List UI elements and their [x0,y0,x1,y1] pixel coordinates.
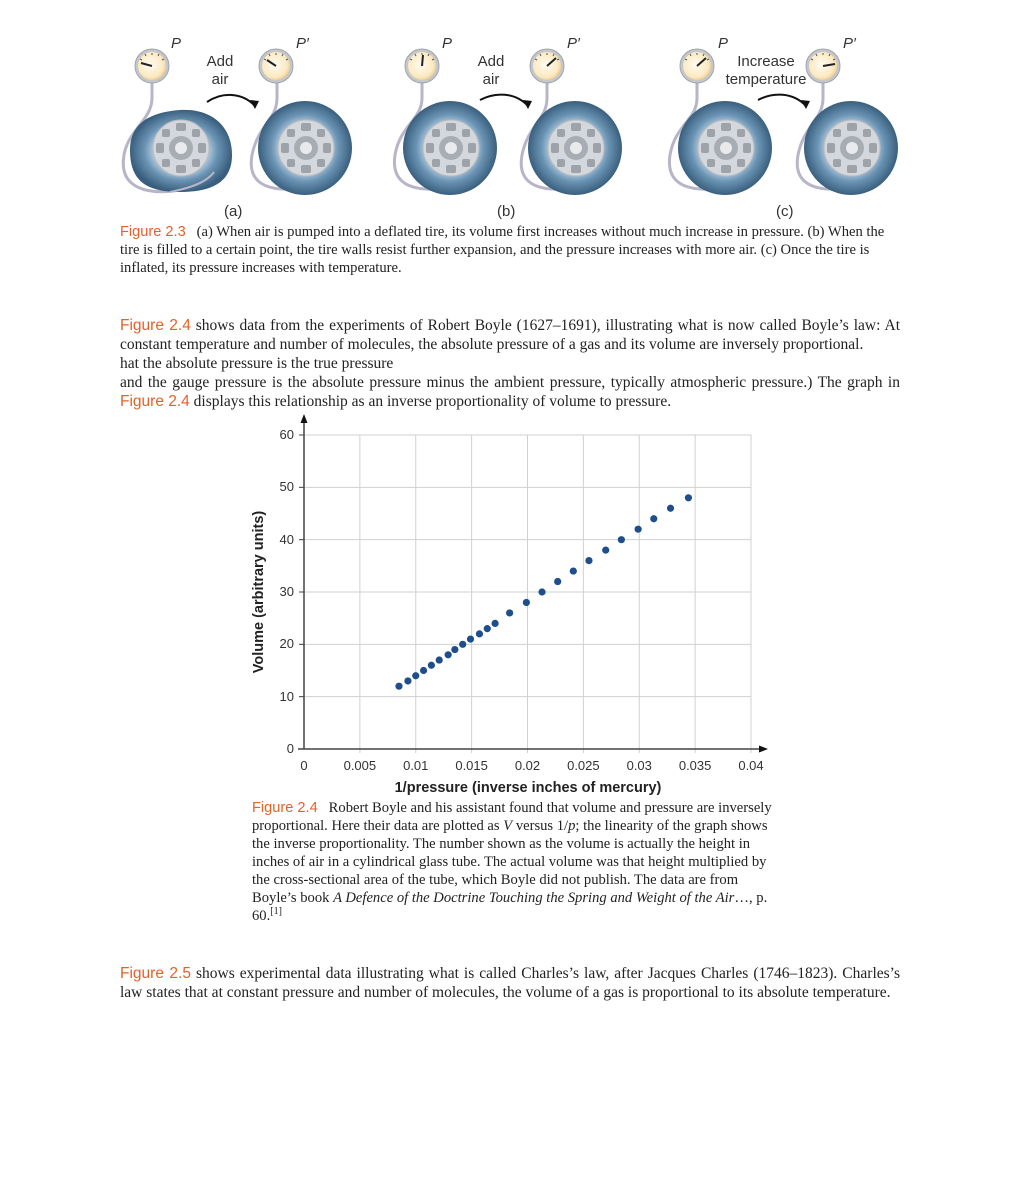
action-label-a [195,53,245,89]
x-tick-label: 0.03 [626,758,652,773]
figure-2-3-caption [120,223,895,277]
x-tick-label: 0 [300,758,308,773]
data-point [650,515,657,522]
action-label-a-line1: Add [206,53,234,70]
gauge-label-a-before: P [171,35,182,52]
x-tick-label: 0.01 [403,758,429,773]
action-label-c-line1: Increase [737,53,795,70]
scatter-plot [240,410,780,800]
figure-2-4-link-2[interactable]: Figure 2.4 [120,393,190,410]
panel-letter-b: (b) [497,203,516,220]
x-tick-label: 0.04 [738,758,764,773]
x-tick-label: 0.005 [343,758,377,773]
data-point [685,494,692,501]
data-point [585,557,592,564]
caption-var-v: V [503,818,513,834]
data-point [395,683,402,690]
gauge-label-c-after: P′ [843,35,856,52]
paragraph-boyles-law [120,316,900,354]
data-point [491,620,498,627]
y-axis-title: Volume (arbitrary units) [251,510,267,674]
data-point [420,667,427,674]
chart-axes [298,414,768,753]
data-point [467,636,474,643]
data-point [436,656,443,663]
data-point [618,536,625,543]
paragraph-1-text-2: and the gauge pressure is the absolute pressure minus the ambient pressure, typically atmospheric pressure.) The graph in [120,374,900,391]
y-tick-label: 20 [279,636,294,652]
caption-text: …, p. 60. [252,890,768,924]
data-point [451,646,458,653]
panel-letter-a: (a) [224,203,243,220]
data-point [476,630,483,637]
paragraph-1-partial-line [120,354,900,373]
data-point [523,599,530,606]
figure-2-4-link-1[interactable]: Figure 2.4 [120,317,191,334]
chart-gridlines [299,435,751,753]
data-point [459,641,466,648]
x-tick-label: 0.02 [514,758,541,773]
caption-text: ; the linearity of the graph shows the inverse proportionality. The number shown as the volume is actually the height in inches of air in a cylindrical glass tube. The actual volume was that height multiplied by the cross-sectional area of the tube, which Boyle did not publish. The data are from Boyle’s book [252,818,768,906]
caption-var-p: p [568,818,576,834]
x-tick-label: 0.025 [567,758,600,773]
y-tick-label: 0 [286,741,294,756]
action-label-b [466,53,516,89]
paragraph-1-partial-text: hat the absolute pressure is the true pressure [120,355,394,372]
figure-2-4-caption [252,799,772,925]
action-label-b-line1: Add [477,53,505,70]
caption-text: Robert Boyle and his assistant found that volume and pressure are inversely proportional. Here their data are plotted as [252,800,772,834]
boyle-chart [240,410,780,800]
gauge-label-b-after: P′ [567,35,580,52]
x-tick-label: 0.015 [455,758,488,773]
data-point [404,677,411,684]
data-point [445,651,452,658]
y-tick-label: 30 [279,584,294,599]
data-point [554,578,561,585]
paragraph-1-continued [120,373,900,411]
data-point [667,505,674,512]
x-axis-title: 1/pressure (inverse inches of mercury) [394,780,662,796]
data-point [570,567,577,574]
paragraph-1-text-3: displays this relationship as an inverse proportionality of volume to pressure. [189,393,672,410]
figure-2-3-label: Figure 2.3 [120,224,186,240]
y-tick-label: 60 [279,427,294,442]
gauge-label-a-after: P′ [296,35,309,52]
panel-letter-c: (c) [776,203,794,220]
data-point [428,662,435,669]
data-point [484,625,491,632]
gauge-label-c-before: P [718,35,729,52]
gauge-label-b-before: P [442,35,453,52]
data-point [538,588,545,595]
data-point [412,672,419,679]
footnote-link[interactable]: [1] [270,906,282,918]
y-tick-label: 50 [279,479,294,495]
figure-2-3-caption-text: (a) When air is pumped into a deflated tire, its volume first increases without much increase in pressure. (b) When the tire is filled to a certain point, the tire walls resist further expansion, and the pressure increases with more air. (c) Once the tire is inflated, its pressure increases with temperature. [120,224,885,276]
action-label-a-line2: air [211,71,229,88]
paragraph-1-text-1: shows data from the experiments of Robert Boyle (1627–1691), illustrating what is now called Boyle’s law: At constant temperature and number of molecules, the absolute pressure of a gas and its volume are inversely proportional. [120,317,900,353]
caption-book-title: A Defence of the Doctrine Touching the Spring and Weight of the Air [333,890,735,906]
figure-2-4-label: Figure 2.4 [252,800,318,816]
data-point [635,526,642,533]
action-label-b-line2: air [482,71,500,88]
action-label-c-line2: temperature [725,71,807,88]
figure-2-5-link[interactable]: Figure 2.5 [120,965,191,982]
paragraph-charles-law [120,964,900,1002]
caption-text: versus 1/ [512,818,569,834]
data-point [602,547,609,554]
y-tick-label: 40 [279,531,294,547]
y-tick-label: 10 [279,688,294,704]
data-point [506,609,513,616]
action-label-c [716,53,816,89]
paragraph-2-text: shows experimental data illustrating what is called Charles’s law, after Jacques Charles (1746–1823). Charles’s law states that at constant pressure and number of molecules, the volume of a gas is proportional to its absolute temperature. [120,965,900,1001]
x-tick-label: 0.035 [678,758,712,773]
